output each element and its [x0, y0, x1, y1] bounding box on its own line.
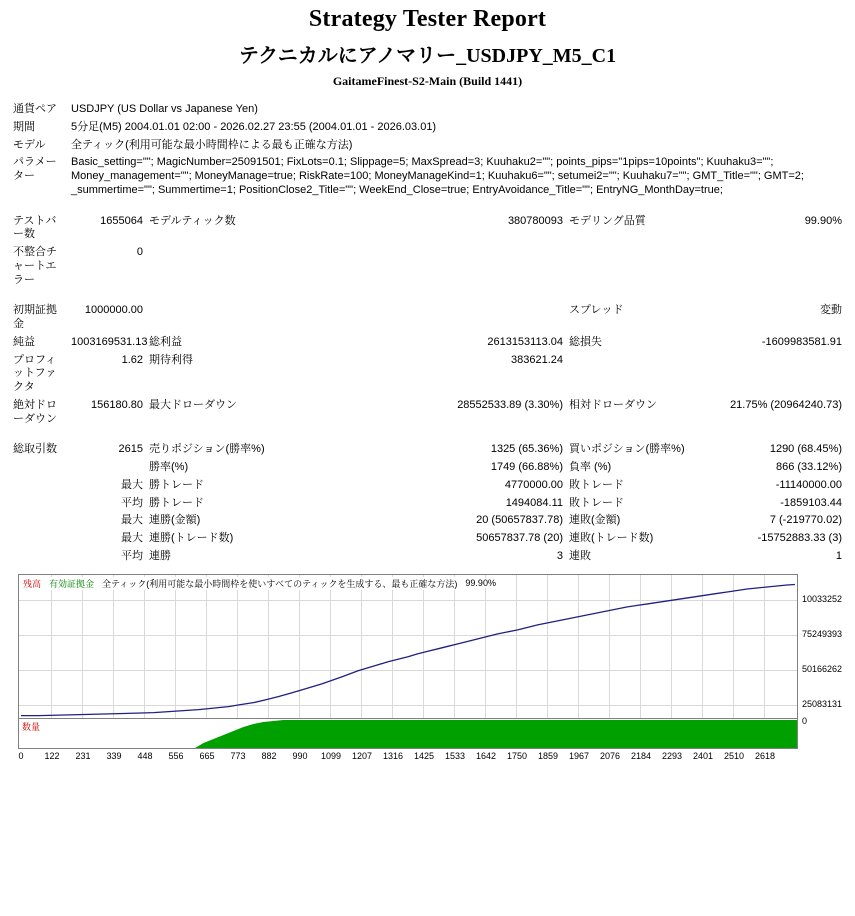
gross-loss-value: -1609983581.91: [761, 335, 842, 348]
largest-win-value: 4770000.00: [504, 478, 563, 491]
period-label: 期間: [13, 120, 35, 133]
y-tick-3: 25083131: [802, 698, 843, 709]
short-positions-value: 1325 (65.36%): [490, 443, 563, 456]
expected-payoff-label: 期待利得: [149, 353, 193, 366]
largest-loss-value: -11140000.00: [775, 478, 842, 491]
max-consecutive-profit-label: 連勝(トレード数): [149, 532, 234, 544]
table-row: [10, 334, 845, 352]
x-tick-23: 2510: [723, 750, 745, 761]
x-tick-3: 339: [106, 750, 122, 761]
x-tick-1: 122: [44, 750, 60, 761]
volume-label: 数量: [22, 721, 41, 732]
table-row: [10, 477, 845, 495]
long-positions-value: 1290 (68.45%): [769, 443, 842, 456]
x-tick-8: 882: [261, 750, 277, 761]
max-label-3: 最大: [121, 532, 143, 544]
model-quality-value: 99.90%: [804, 214, 842, 227]
x-tick-11: 1207: [351, 750, 373, 761]
relative-drawdown-label: 相対ドローダウン: [569, 398, 657, 411]
max-drawdown-label: 最大ドローダウン: [149, 398, 237, 411]
avg-label-2: 平均: [121, 549, 143, 562]
average-loss-label: 敗トレード: [569, 496, 624, 509]
avg-label-1: 平均: [121, 496, 143, 509]
x-tick-10: 1099: [320, 750, 342, 761]
table-row: [10, 530, 845, 548]
table-row: [10, 302, 845, 334]
y-tick-1: 75249393: [802, 628, 843, 639]
currency-pair-label: 通貨ペア: [13, 103, 57, 115]
max-consecutive-losses-value: 7 (-219770.02): [769, 514, 842, 527]
table-row: [10, 397, 845, 429]
page-title: Strategy Tester Report: [308, 6, 547, 32]
x-tick-0: 0: [18, 750, 24, 761]
total-trades-value: 2615: [118, 443, 143, 456]
largest-win-label: 勝トレード: [149, 478, 204, 491]
y-tick-0: 10033252: [802, 593, 843, 604]
max-consecutive-profit-value: 50657837.78 (20): [476, 532, 563, 544]
parameters-value: Basic_setting=""; MagicNumber=25091501; FixLots=0.1; Slippage=5; MaxSpread=3; Kuuhaku2=""; points_pips="1pips=10points"; Kuuhaku3=""; Money_management=""; MoneyManage=true; RiskRate=100; MoneyManageKind=1; Kuuhaku6=""; setumei2=""; Kuuhaku7=""; GMT_Title=""; GMT=2; _summertime=""; Summertime=1; PositionClose2_Title=""; WeekEnd_Close=true; EntryAvoidance_Title=""; EntryNG_MonthDay=true;: [71, 156, 804, 196]
profit-factor-label: プロフィットファクタ: [13, 353, 57, 393]
y-tick-2: 50166262: [802, 663, 843, 674]
table-row: [10, 119, 845, 137]
max-label-2: 最大: [121, 514, 143, 527]
total-trades-label: 総取引数: [13, 443, 57, 456]
expected-payoff-value: 383621.24: [511, 353, 563, 366]
x-tick-16: 1750: [506, 750, 528, 761]
volume-bars: [19, 719, 797, 749]
max-label-1: 最大: [121, 478, 143, 491]
table-row: [10, 101, 845, 119]
gross-loss-label: 総損失: [569, 335, 602, 348]
report-info-table: [10, 101, 845, 566]
equity-y-axis: [800, 574, 855, 726]
x-tick-5: 556: [168, 750, 184, 761]
test-bars-value: 1655064: [100, 214, 143, 227]
spacer: [10, 289, 845, 302]
mismatch-errors-value: 0: [136, 246, 143, 258]
spread-label: スプレッド: [569, 304, 624, 317]
spread-value: 変動: [820, 304, 842, 317]
table-row: [10, 352, 845, 397]
profit-factor-value: 1.62: [121, 353, 143, 366]
broker-build: GaitameFinest-S2-Main (Build 1441): [332, 74, 523, 88]
largest-loss-label: 敗トレード: [569, 478, 624, 491]
net-profit-value: 1003169531.13: [71, 335, 148, 348]
table-row: [10, 441, 845, 459]
max-consecutive-wins-label: 連勝(金額): [149, 514, 201, 527]
table-row: [10, 459, 845, 477]
absolute-drawdown-label: 絶対ドローダウン: [13, 398, 57, 425]
mismatch-errors-label: 不整合チャートエラー: [13, 246, 57, 286]
avg-consecutive-losses-value: 1: [835, 549, 842, 562]
max-consecutive-loss-amount-label: 連敗(トレード数): [569, 532, 654, 544]
win-rate-value: 1749 (66.88%): [490, 461, 563, 473]
x-tick-9: 990: [292, 750, 308, 761]
relative-drawdown-value: 21.75% (20964240.73): [730, 398, 842, 411]
max-consecutive-loss-amount-value: -15752883.33 (3): [757, 532, 842, 544]
report-subtitle: テクニカルにアノマリー_USDJPY_M5_C1: [238, 45, 617, 67]
y-tick-4: 0: [802, 715, 808, 726]
spacer: [10, 428, 845, 441]
max-consecutive-losses-label: 連敗(金額): [569, 514, 621, 527]
volume-panel: [18, 719, 798, 749]
average-win-label: 勝トレード: [149, 496, 204, 509]
avg-consecutive-losses-label: 連敗: [569, 549, 591, 562]
long-positions-label: 買いポジション(勝率%): [569, 443, 685, 456]
table-row: [10, 154, 845, 199]
legend-model: 全ティック(利用可能な最小時間枠を使いすべてのティックを生成する、最も正確な方法): [102, 578, 458, 589]
loss-rate-label: 負率 (%): [569, 461, 612, 473]
currency-pair-value: USDJPY (US Dollar vs Japanese Yen): [71, 103, 258, 115]
win-rate-label: 勝率(%): [149, 461, 189, 473]
test-bars-label: テストバー数: [13, 214, 57, 241]
avg-consecutive-wins-value: 3: [556, 549, 563, 562]
x-tick-17: 1859: [537, 750, 559, 761]
equity-curve: [19, 575, 797, 719]
x-tick-2: 231: [75, 750, 91, 761]
x-tick-4: 448: [137, 750, 153, 761]
equity-chart-plot: [18, 574, 798, 719]
chart-legend: [21, 577, 498, 590]
x-tick-6: 665: [199, 750, 215, 761]
x-tick-13: 1425: [413, 750, 435, 761]
max-consecutive-wins-value: 20 (50657837.78): [476, 514, 563, 527]
max-drawdown-value: 28552533.89 (3.30%): [457, 398, 563, 411]
average-loss-value: -1859103.44: [780, 496, 842, 509]
x-tick-15: 1642: [475, 750, 497, 761]
model-ticks-value: 380780093: [507, 214, 563, 227]
absolute-drawdown-value: 156180.80: [91, 398, 143, 411]
x-tick-7: 773: [230, 750, 246, 761]
x-tick-18: 1967: [568, 750, 590, 761]
short-positions-label: 売りポジション(勝率%): [149, 443, 265, 456]
table-row: [10, 512, 845, 530]
parameters-label: パラメーター: [13, 156, 57, 182]
net-profit-label: 純益: [13, 335, 35, 348]
x-tick-14: 1533: [444, 750, 466, 761]
model-label: モデル: [13, 138, 46, 151]
initial-deposit-value: 1000000.00: [84, 304, 143, 317]
model-ticks-label: モデルティック数: [149, 214, 236, 227]
spacer: [10, 200, 845, 213]
equity-x-axis: [18, 749, 798, 765]
legend-equity: 有効証拠金: [49, 578, 95, 589]
period-value: 5分足(M5) 2004.01.01 02:00 - 2026.02.27 23:55 (2004.01.01 - 2026.03.01): [71, 120, 437, 133]
model-value: 全ティック(利用可能な最小時間枠による最も正確な方法): [71, 138, 353, 151]
x-tick-19: 2076: [599, 750, 621, 761]
x-tick-21: 2293: [661, 750, 683, 761]
x-tick-24: 2618: [754, 750, 776, 761]
table-row: [10, 137, 845, 155]
x-tick-22: 2401: [692, 750, 714, 761]
average-win-value: 1494084.11: [505, 496, 563, 509]
gross-profit-label: 総利益: [149, 335, 182, 348]
report-page: [0, 6, 855, 765]
legend-quality: 99.90%: [465, 578, 496, 588]
initial-deposit-label: 初期証拠金: [13, 304, 57, 330]
table-row: [10, 495, 845, 513]
table-row: [10, 213, 845, 245]
x-tick-20: 2184: [630, 750, 652, 761]
gross-profit-value: 2613153113.04: [487, 335, 563, 348]
loss-rate-value: 866 (33.12%): [775, 461, 842, 473]
table-row: [10, 548, 845, 566]
equity-chart: [18, 574, 843, 765]
x-tick-12: 1316: [382, 750, 404, 761]
model-quality-label: モデリング品質: [569, 214, 646, 227]
table-row: [10, 244, 845, 289]
legend-balance: 残高: [23, 578, 42, 589]
avg-consecutive-wins-label: 連勝: [149, 549, 171, 562]
